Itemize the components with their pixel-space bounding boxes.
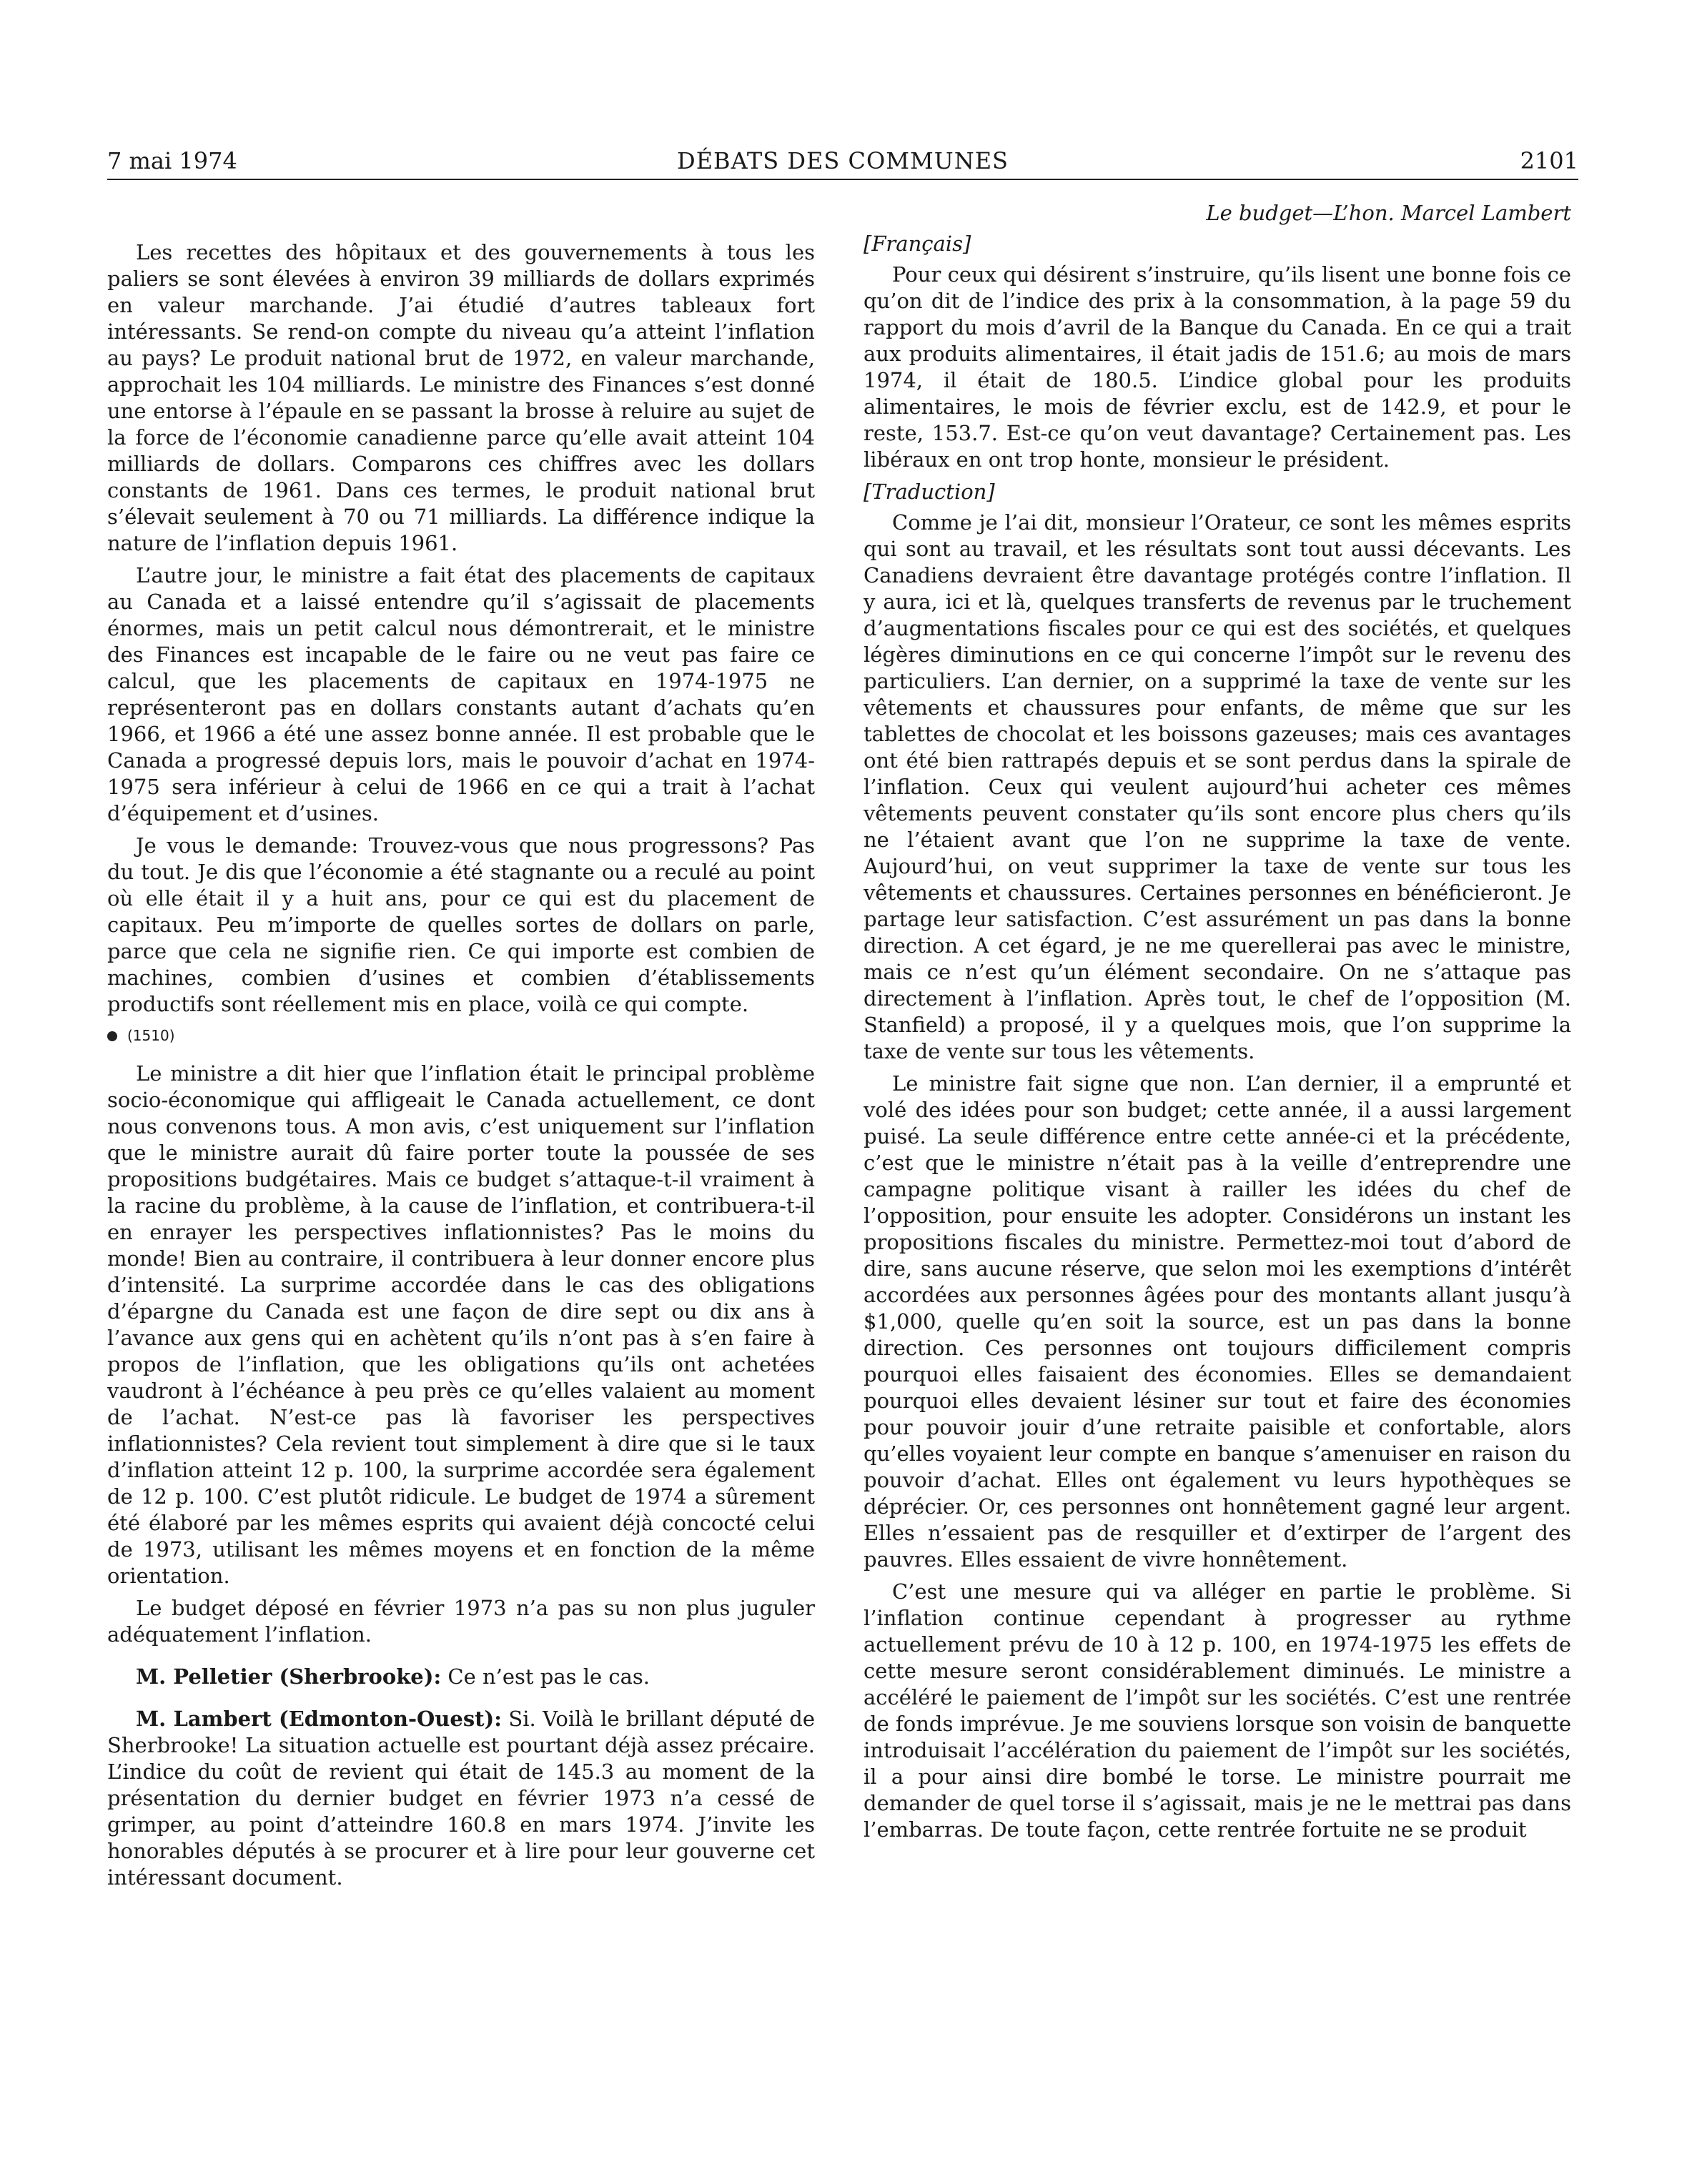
paragraph: Le ministre a dit hier que l’inflation était le principal problème socio-économique qui affligeait le Canada actuellement, ce dont nous convenons tous. A mon avis, c’est uniquement sur l’inflation que le ministre aurait dû faire porter toute la poussée de ses propositions budgétaires. Mais ce budget s’attaque-t-il vraiment à la racine du problème, à la cause de l’inflation, et contribuera-t-il en enrayer les perspectives inflationnistes? Pas le moins du monde! Bien au contraire, il contribuera à leur donner encore plus d’intensité. La surprime accordée dans le cas des obligations d’épargne du Canada est une façon de dire sept ou dix ans à l’avance aux gens qui en achètent qu’ils n’ont pas à s’en faire à propos de l’inflation, que les obligations qu’ils ont achetées vaudront à l’échéance à peu près ce qu’elles valaient au moment de l’achat. N’est-ce pas là favoriser les perspectives inflationnistes? Cela revient tout simplement à dire que si le taux d’inflation atteint 12 p. 100, la surprime accordée sera également de 12 p. 100. C’est plutôt ridicule. Le budget de 1974 a sûrement été élaboré par les mêmes esprits qui avaient déjà concocté celui de 1973, utilisant les mêmes moyens et en fonction de la même orientation. bbox=[107, 1061, 815, 1588]
paragraph: Le ministre fait signe que non. L’an dernier, il a emprunté et volé des idées pour son budget; cette année, il a aussi largement puisé. La seule différence entre cette année-ci et la précédente, c’est que le ministre n’était pas à la veille d’entreprendre une campagne politique visant à railler les idées du chef de l’opposition, pour ensuite les adopter. Considérons un instant les propositions fiscales du ministre. Permettez-moi tout d’abord de dire, sans aucune réserve, que selon moi les exemptions d’intérêt accordées aux personnes âgées pour des montants allant jusqu’à $1,000, quelle qu’en soit la source, est un pas dans la bonne direction. Ces personnes ont toujours difficilement compris pourquoi elles faisaient des économies. Elles se demandaient pourquoi elles devaient lésiner sur tout et faire des économies pour pouvoir jouir d’une retraite paisible et confortable, alors qu’elles voyaient leur compte en banque s’amenuiser en raison du pouvoir d’achat. Elles ont également vu leurs hypothèques se déprécier. Or, ces personnes ont honnêtement gagné leur argent. Elles n’essaient pas de resquiller et d’extirper de l’argent des pauvres. Elles essaient de vivre honnêtement. bbox=[864, 1071, 1571, 1572]
paragraph: C’est une mesure qui va alléger en partie le problème. Si l’inflation continue cependant à progresser au rythme actuellement prévu de 10 à 12 p. 100, en 1974-1975 les effets de cette mesure seront considérablement diminués. Le ministre a accéléré le paiement de l’impôt sur les sociétés. C’est une rentrée de fonds imprévue. Je me souviens lorsque son voisin de banquette introduisait l’accélération du paiement de l’impôt sur les sociétés, il a pour ainsi dire bombé le torse. Le ministre pourrait me demander de quel torse il s’agissait, mais je ne le mettrai pas dans l’embarras. De toute façon, cette rentrée fortuite ne se produit bbox=[864, 1579, 1571, 1842]
speaker-name: M. Pelletier (Sherbrooke): bbox=[136, 1664, 442, 1689]
paragraph: Pour ceux qui désirent s’instruire, qu’ils lisent une bonne fois ce qu’on dit de l’indice des prix à la consommation, à la page 59 du rapport du mois d’avril de la Banque du Canada. En ce qui a trait aux produits alimentaires, il était jadis de 151.6; au mois de mars 1974, il était de 180.5. L’indice global pour les produits alimentaires, le mois de février exclu, est de 142.9, et pour le reste, 153.7. Est-ce qu’on veut davantage? Certainement pas. Les libéraux en ont trop honte, monsieur le président. bbox=[864, 262, 1571, 472]
speaker-paragraph bbox=[107, 1664, 815, 1690]
speaker-name: M. Lambert (Edmonton-Ouest): bbox=[136, 1707, 502, 1731]
header-title: DÉBATS DES COMMUNES bbox=[677, 147, 1009, 174]
paragraph: Comme je l’ai dit, monsieur l’Orateur, ce sont les mêmes esprits qui sont au travail, et les résultats sont tout aussi décevants. Les Canadiens devraient être davantage protégés contre l’inflation. Il y aura, ici et là, quelques transferts de revenus par le truchement d’augmentations fiscales pour ce qui est des sociétés, et quelques légères diminutions en ce qui concerne l’impôt sur le revenu des particuliers. L’an dernier, on a supprimé la taxe de vente sur les vêtements et chaussures pour enfants, de même que sur les tablettes de chocolat et les boissons gazeuses; mais ces avantages ont été bien rattrapés depuis et se sont perdus dans la spirale de l’inflation. Ceux qui veulent aujourd’hui acheter ces mêmes vêtements peuvent constater qu’ils sont encore plus chers qu’ils ne l’étaient avant que l’on ne supprime la taxe de vente. Aujourd’hui, on veut supprimer la taxe de vente sur tous les vêtements et chaussures. Certaines personnes en bénéficieront. Je partage leur satisfaction. C’est assurément un pas dans la bonne direction. A cet égard, je ne me querellerai pas avec le ministre, mais ce n’est qu’un élément secondaire. On ne s’attaque pas directement à l’inflation. Après tout, le chef de l’opposition (M. Stanfield) a proposé, il y a quelques mois, que l’on supprime la taxe de vente sur tous les vêtements. bbox=[864, 510, 1571, 1063]
timestamp-marker bbox=[107, 1025, 815, 1046]
language-label: [Français] bbox=[864, 232, 971, 256]
paragraph: Je vous le demande: Trouvez-vous que nous progressons? Pas du tout. Je dis que l’économie a été stagnante ou a reculé au point où elle était il y a huit ans, pour ce qui est du placement de capitaux. Peu m’importe de quelles sortes de dollars on parle, parce que cela ne signifie rien. Ce qui importe est combien de machines, combien d’usines et combien d’établissements productifs sont réellement mis en place, voilà ce qui compte. bbox=[107, 833, 815, 1016]
paragraph: Le budget déposé en février 1973 n’a pas su non plus juguler adéquatement l’inflation. bbox=[107, 1596, 815, 1647]
speaker-paragraph bbox=[107, 1706, 815, 1891]
speaker-text: Ce n’est pas le cas. bbox=[447, 1664, 650, 1689]
speaker-text: Si. Voilà le brillant député de Sherbrooke! La situation actuelle est pourtant déjà assez précaire. L’indice du coût de revient qui était de 145.3 au moment de la présentation du dernier budget en février 1973 n’a cessé de grimper, au point d’atteindre 160.8 en mars 1974. J’invite les honorables députés à se procurer et à lire pour leur gouverne cet intéressant document. bbox=[107, 1707, 815, 1890]
left-column bbox=[107, 239, 815, 2113]
header-date: 7 mai 1974 bbox=[107, 147, 237, 174]
bullet-dot-icon bbox=[107, 1031, 117, 1041]
language-label: [Traduction] bbox=[864, 480, 995, 504]
timestamp-text: (1510) bbox=[127, 1027, 175, 1044]
paragraph: Les recettes des hôpitaux et des gouvernements à tous les paliers se sont élevées à environ 39 milliards de dollars exprimés en valeur marchande. J’ai étudié d’autres tableaux fort intéressants. Se rend-on compte du niveau qu’a atteint l’inflation au pays? Le produit national brut de 1972, en valeur marchande, approchait les 104 milliards. Le ministre des Finances s’est donné une entorse à l’épaule en se passant la brosse à reluire au sujet de la force de l’économie canadienne parce qu’elle avait atteint 104 milliards de dollars. Comparons ces chiffres avec les dollars constants de 1961. Dans ces termes, le produit national brut s’élevait seulement à 70 ou 71 milliards. La différence indique la nature de l’inflation depuis 1961. bbox=[107, 240, 815, 555]
running-head bbox=[107, 143, 1578, 180]
right-column bbox=[864, 200, 1571, 2113]
paragraph: L’autre jour, le ministre a fait état des placements de capitaux au Canada et a laissé entendre qu’il s’agissait de placements énormes, mais un petit calcul nous démontrerait, et le ministre des Finances est incapable de le faire ou ne veut pas faire ce calcul, que les placements de capitaux en 1974-1975 ne représenteront pas en dollars constants autant d’achats qu’en 1966, et 1966 a été une assez bonne année. Il est probable que le Canada a progressé depuis lors, mais le pouvoir d’achat en 1974-1975 sera inférieur à celui de 1966 en ce qui a trait à l’achat d’équipement et d’usines. bbox=[107, 563, 815, 825]
section-subhead: Le budget—L’hon. Marcel Lambert bbox=[1206, 201, 1571, 225]
page-number: 2101 bbox=[1520, 147, 1578, 174]
